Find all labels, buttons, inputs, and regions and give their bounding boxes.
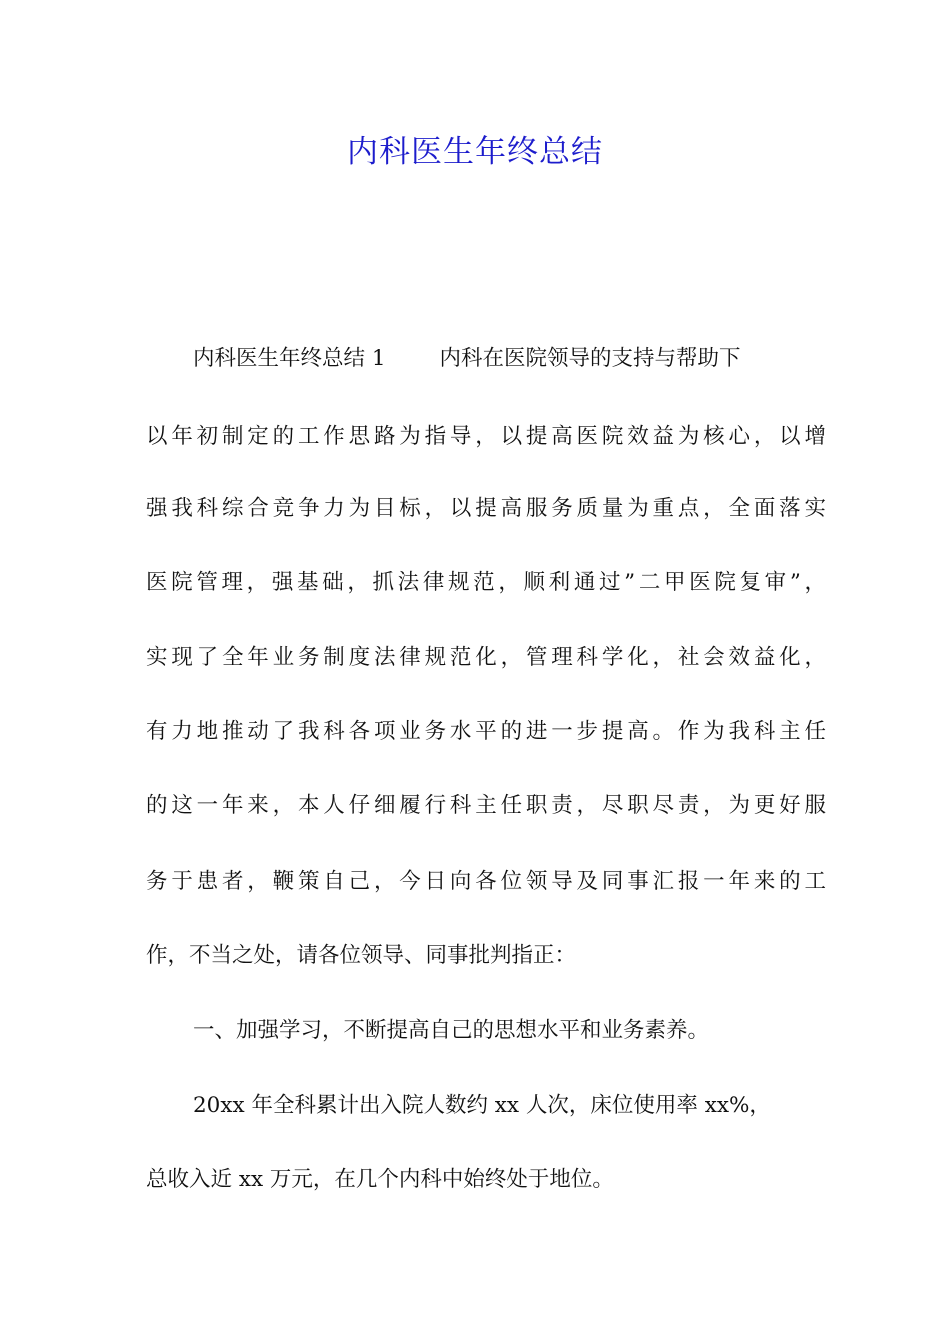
paragraph-line: 实现了全年业务制度法律规范化，管理科学化，社会效益化， xyxy=(146,645,826,670)
paragraph-line: 20xx 年全科累计出入院人数约 xx 人次，床位使用率 xx%， xyxy=(193,1093,771,1118)
paragraph-line: 务于患者，鞭策自己，今日向各位领导及同事汇报一年来的工 xyxy=(146,869,826,894)
section-heading-2: 一、加强学习，不断提高自己的思想水平和业务素养。 xyxy=(193,1018,710,1043)
paragraph-line: 强我科综合竞争力为目标，以提高服务质量为重点，全面落实 xyxy=(146,496,826,521)
paragraph-line: 有力地推动了我科各项业务水平的进一步提高。作为我科主任 xyxy=(146,719,826,744)
paragraph-text: 内科在医院领导的支持与帮助下 xyxy=(439,346,741,371)
paragraph-line: 医院管理，强基础，抓法律规范，顺利通过”二甲医院复审”， xyxy=(146,570,826,595)
section-heading-1: 内科医生年终总结 1 xyxy=(193,346,386,371)
paragraph-line: 总收入近 xx 万元，在几个内科中始终处于地位。 xyxy=(146,1167,614,1192)
paragraph-line: 的这一年来，本人仔细履行科主任职责，尽职尽责，为更好服 xyxy=(146,793,826,818)
first-line xyxy=(193,343,873,375)
document-title: 内科医生年终总结 xyxy=(347,134,603,170)
paragraph-line: 作，不当之处，请各位领导、同事批判指正： xyxy=(146,943,577,968)
paragraph-line: 以年初制定的工作思路为指导，以提高医院效益为核心，以增 xyxy=(146,424,826,449)
